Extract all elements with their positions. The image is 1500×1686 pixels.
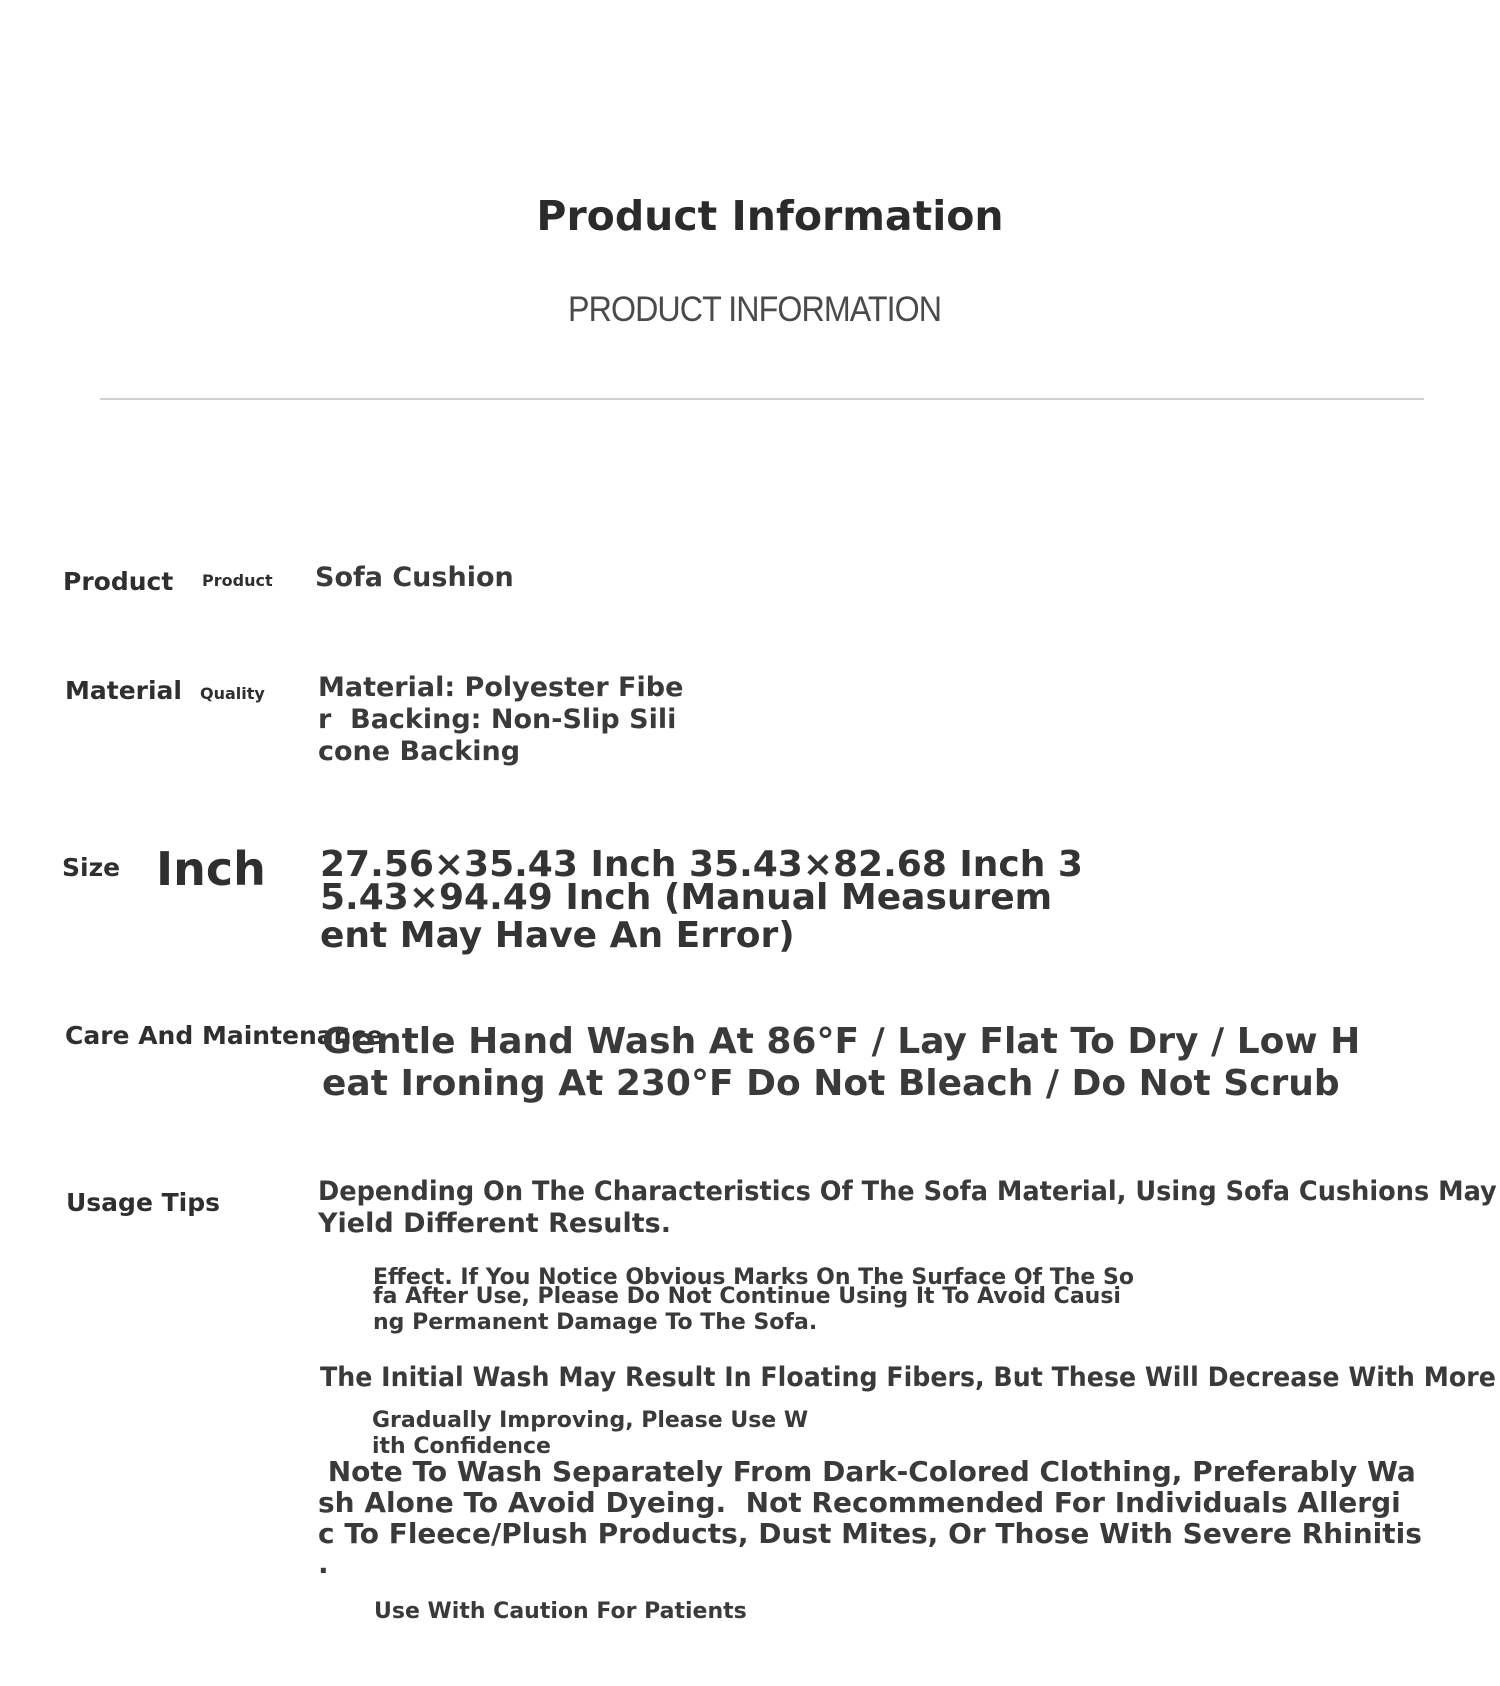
page-title: Product Information bbox=[536, 192, 1004, 240]
usage-tip-line: fa After Use, Please Do Not Continue Using It To Avoid Causi bbox=[373, 1284, 1121, 1309]
product-value: Sofa Cushion bbox=[315, 562, 514, 593]
usage-label: Usage Tips bbox=[66, 1188, 221, 1217]
material-sublabel: Quality bbox=[200, 684, 265, 703]
usage-tip-line: Use With Caution For Patients bbox=[374, 1599, 747, 1624]
size-value-line: ent May Have An Error) bbox=[320, 915, 795, 956]
material-value-line: Material: Polyester Fibe bbox=[318, 672, 684, 703]
usage-tip-line: ng Permanent Damage To The Sofa. bbox=[373, 1310, 818, 1335]
usage-tip-line: c To Fleece/Plush Products, Dust Mites, Or Those With Severe Rhinitis bbox=[318, 1517, 1422, 1550]
material-label: Material bbox=[65, 676, 182, 705]
usage-tip-line: sh Alone To Avoid Dyeing. Not Recommended For Individuals Allergi bbox=[318, 1486, 1401, 1519]
size-value-line: 5.43×94.49 Inch (Manual Measurem bbox=[320, 877, 1053, 918]
usage-tip-line: ith Confidence bbox=[372, 1434, 551, 1459]
product-label: Product bbox=[63, 567, 174, 596]
care-label: Care And Maintenance bbox=[65, 1021, 384, 1050]
size-unit: Inch bbox=[156, 842, 266, 896]
page-subtitle: PRODUCT INFORMATION bbox=[568, 290, 942, 329]
usage-tip-line: Effect. If You Notice Obvious Marks On The Surface Of The So bbox=[373, 1265, 1134, 1290]
usage-tip-line: Gradually Improving, Please Use W bbox=[372, 1408, 809, 1433]
product-sublabel: Product bbox=[202, 571, 273, 590]
material-value-line: cone Backing bbox=[318, 736, 521, 767]
size-label: Size bbox=[62, 853, 121, 882]
care-value-line: Gentle Hand Wash At 86°F / Lay Flat To Dry / Low H bbox=[322, 1021, 1361, 1062]
usage-tip-line: The Initial Wash May Result In Floating Fibers, But These Will Decrease With More bbox=[320, 1362, 1496, 1393]
material-value-line: r Backing: Non-Slip Sili bbox=[318, 704, 677, 735]
care-value-line: eat Ironing At 230°F Do Not Bleach / Do Not Scrub bbox=[322, 1063, 1340, 1104]
size-value-line: 27.56×35.43 Inch 35.43×82.68 Inch 3 bbox=[320, 844, 1083, 885]
usage-tip-line: Yield Different Results. bbox=[318, 1208, 671, 1239]
usage-tip-line: Note To Wash Separately From Dark-Colored Clothing, Preferably Wa bbox=[318, 1455, 1416, 1488]
divider bbox=[100, 398, 1424, 400]
usage-tip-line: Depending On The Characteristics Of The Sofa Material, Using Sofa Cushions May bbox=[318, 1176, 1497, 1207]
usage-tip-line: . bbox=[318, 1547, 329, 1580]
